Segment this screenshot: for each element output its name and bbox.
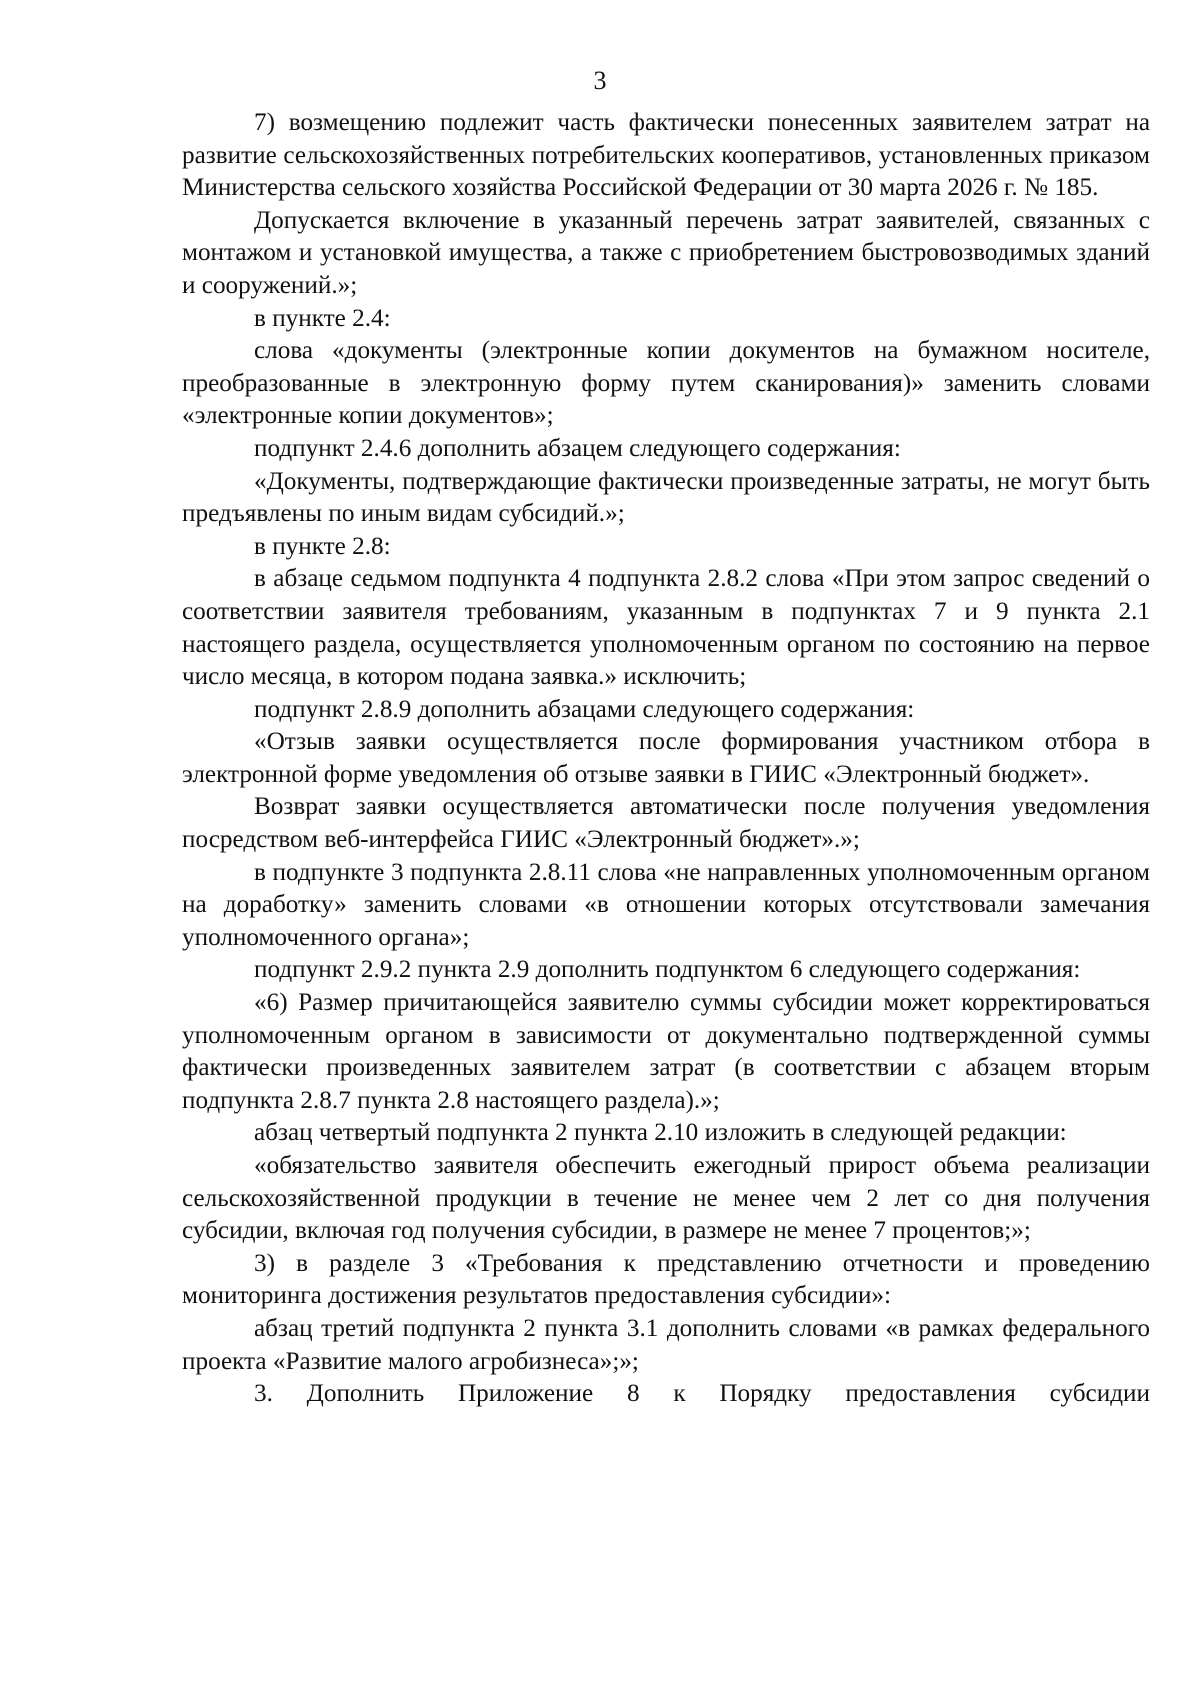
paragraph: 3) в разделе 3 «Требования к представлению отчетности и проведению мониторинга достижения результатов предоставления субсидии»: [182, 1249, 1150, 1310]
paragraph: Допускается включение в указанный перечень затрат заявителей, связанных с монтажом и установкой имущества, а также с приобретением быстровозводимых зданий и сооружений.»; [182, 206, 1150, 299]
document-body [182, 107, 1150, 1411]
paragraph: абзац третий подпункта 2 пункта 3.1 дополнить словами «в рамках федерального проекта «Развитие малого агробизнеса»;»; [182, 1314, 1150, 1375]
paragraph: Возврат заявки осуществляется автоматически после получения уведомления посредством веб-интерфейса ГИИС «Электронный бюджет».»; [182, 793, 1150, 854]
paragraph: «6) Размер причитающейся заявителю суммы субсидии может корректироваться уполномоченным органом в зависимости от документально подтвержденной суммы фактически произведенных заявителем затрат (в соответствии с абзацем вторым подпункта 2.8.7 пункта 2.8 настоящего раздела).»; [182, 989, 1150, 1114]
paragraph: в пункте 2.4: [254, 304, 391, 332]
paragraph: в подпункте 3 подпункта 2.8.11 слова «не направленных уполномоченным органом на доработку» заменить словами «в отношении которых отсутствовали замечания уполномоченного органа»; [182, 858, 1150, 951]
paragraph: подпункт 2.9.2 пункта 2.9 дополнить подпунктом 6 следующего содержания: [254, 956, 1081, 984]
paragraph: 3. Дополнить Приложение 8 к Порядку предоставления субсидии [254, 1380, 1150, 1408]
paragraph: в пункте 2.8: [254, 532, 391, 560]
paragraph: «Отзыв заявки осуществляется после формирования участником отбора в электронной форме уведомления об отзыве заявки в ГИИС «Электронный бюджет». [182, 728, 1150, 788]
paragraph: «Документы, подтверждающие фактически произведенные затраты, не могут быть предъявлены по иным видам субсидий.»; [182, 467, 1150, 528]
page-number: 3 [593, 66, 607, 95]
paragraph: «обязательство заявителя обеспечить ежегодный прирост объема реализации сельскохозяйственной продукции в течение не менее чем 2 лет со дня получения субсидии, включая год получения субсидии, в размере не менее 7 процентов;»; [182, 1152, 1150, 1245]
paragraph: подпункт 2.4.6 дополнить абзацем следующего содержания: [254, 434, 901, 462]
paragraph: подпункт 2.8.9 дополнить абзацами следующего содержания: [254, 695, 915, 723]
paragraph: слова «документы (электронные копии документов на бумажном носителе, преобразованные в электронную форму путем сканирования)» заменить словами «электронные копии документов»; [182, 337, 1150, 430]
paragraph: 7) возмещению подлежит часть фактически понесенных заявителем затрат на развитие сельскохозяйственных потребительских кооперативов, установленных приказом Министерства сельского хозяйства Российской Федерации от 30 марта 2026 г. № 185. [182, 109, 1150, 202]
paragraph: в абзаце седьмом подпункта 4 подпункта 2.8.2 слова «При этом запрос сведений о соответствии заявителя требованиям, указанным в подпунктах 7 и 9 пункта 2.1 настоящего раздела, осуществляется уполномоченным органом по состоянию на первое число месяца, в котором подана заявка.» исключить; [182, 565, 1150, 691]
paragraph: абзац четвертый подпункта 2 пункта 2.10 изложить в следующей редакции: [254, 1119, 1067, 1147]
